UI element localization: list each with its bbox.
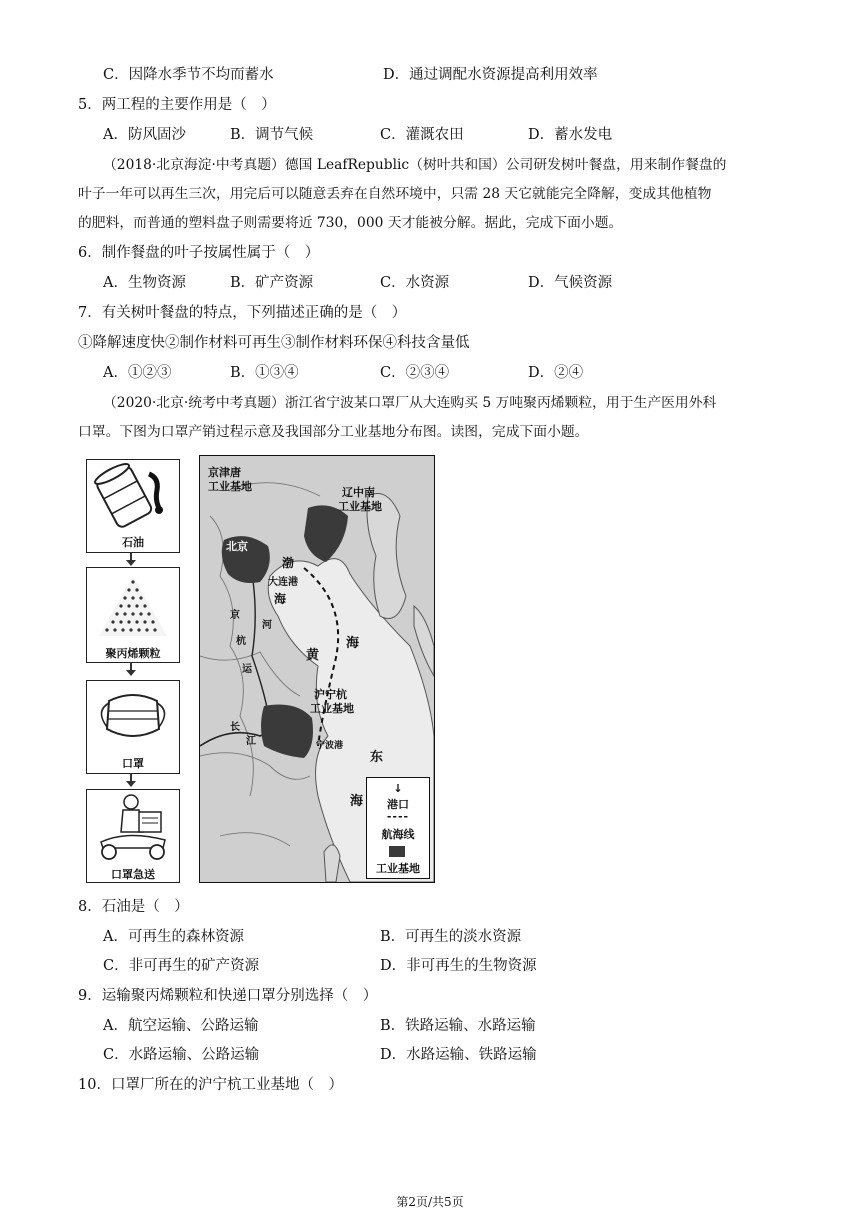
yun-label: 运 bbox=[242, 664, 252, 675]
q5-option-b: B．调节气候 bbox=[230, 127, 314, 143]
q4-option-c: C．因降水季节不均而蓄水 bbox=[103, 67, 274, 83]
q6-stem: 6．制作餐盘的叶子按属性属于（ ） bbox=[78, 245, 320, 261]
q8-option-b: B．可再生的淡水资源 bbox=[380, 929, 522, 945]
hnh-base-label-2: 工业基地 bbox=[310, 702, 354, 715]
hnh-base-label-1: 沪宁杭 bbox=[314, 688, 347, 701]
q9-option-c: C．水路运输、公路运输 bbox=[103, 1047, 260, 1063]
q7-option-d: D．②④ bbox=[528, 365, 584, 381]
q7-stem: 7．有关树叶餐盘的特点，下列描述正确的是（ ） bbox=[78, 305, 407, 321]
hai2-label: 海 bbox=[346, 636, 360, 651]
face-mask-icon bbox=[87, 681, 179, 753]
q9-stem: 9．运输聚丙烯颗粒和快递口罩分别选择（ ） bbox=[78, 988, 378, 1004]
pellet-pile-icon bbox=[87, 568, 179, 642]
jjt-base-label-1: 京津唐 bbox=[208, 466, 241, 479]
oil-barrel-icon bbox=[87, 460, 179, 532]
hai3-label: 海 bbox=[350, 794, 364, 809]
step-pellets-label: 聚丙烯颗粒 bbox=[105, 647, 161, 660]
hai1-label: 海 bbox=[274, 592, 287, 606]
hang-label: 杭 bbox=[236, 636, 246, 647]
lzn-base-label-1: 辽中南 bbox=[342, 486, 375, 499]
legend-route-label: 航海线 bbox=[381, 828, 415, 841]
q9-option-a: A．航空运输、公路运输 bbox=[103, 1018, 259, 1034]
q10-stem: 10．口罩厂所在的沪宁杭工业基地（ ） bbox=[78, 1077, 343, 1093]
step-delivery-label: 口罩急送 bbox=[111, 868, 155, 881]
legend-route-symbol: ---- bbox=[386, 810, 410, 823]
passage1-line1: （2018·北京海淀·中考真题）德国 LeafRepublic（树叶共和国）公司研发树叶餐盘，用来制作餐盘的 bbox=[103, 157, 727, 173]
q9-option-d: D．水路运输、铁路运输 bbox=[380, 1047, 537, 1063]
q8-option-c: C．非可再生的矿产资源 bbox=[103, 958, 260, 974]
legend-base-swatch bbox=[389, 846, 405, 857]
legend-port-label: 港口 bbox=[387, 798, 409, 811]
q5-stem: 5．两工程的主要作用是（ ） bbox=[78, 97, 276, 113]
jing-label: 京 bbox=[230, 610, 240, 621]
q6-option-d: D．气候资源 bbox=[528, 275, 613, 291]
delivery-scooter-icon bbox=[87, 790, 179, 864]
page-number: 第2页/共5页 bbox=[396, 1195, 464, 1209]
step-oil-label: 石油 bbox=[122, 536, 144, 549]
flow-arrowhead-3 bbox=[126, 781, 136, 787]
q5-option-c: C．灌溉农田 bbox=[380, 127, 464, 143]
step-mask-label: 口罩 bbox=[122, 757, 144, 770]
q7-option-a: A．①②③ bbox=[103, 365, 172, 381]
jjt-base-label-2: 工业基地 bbox=[208, 480, 252, 493]
lzn-base-label-2: 工业基地 bbox=[338, 500, 382, 513]
q7-option-b: B．①③④ bbox=[230, 365, 299, 381]
legend-base-label: 工业基地 bbox=[376, 862, 420, 875]
q8-option-d: D．非可再生的生物资源 bbox=[380, 958, 537, 974]
map-legend bbox=[366, 777, 430, 879]
huang-label: 黄 bbox=[306, 648, 320, 663]
passage2-line1: （2020·北京·统考中考真题）浙江省宁波某口罩厂从大连购买 5 万吨聚丙烯颗粒，用于生产医用外科 bbox=[103, 395, 717, 411]
q7-items: ①降解速度快②制作材料可再生③制作材料环保④科技含量低 bbox=[78, 335, 470, 351]
step-mask-box bbox=[86, 680, 180, 774]
q9-option-b: B．铁路运输、水路运输 bbox=[380, 1018, 536, 1034]
passage2-line2: 口罩。下图为口罩产销过程示意及我国部分工业基地分布图。读图，完成下面小题。 bbox=[78, 424, 589, 440]
step-delivery-box bbox=[86, 789, 180, 883]
q4-option-d: D．通过调配水资源提高利用效率 bbox=[383, 67, 598, 83]
step-oil-box bbox=[86, 459, 180, 553]
q5-option-a: A．防风固沙 bbox=[103, 127, 186, 143]
q8-option-a: A．可再生的森林资源 bbox=[103, 929, 244, 945]
dong-label: 东 bbox=[370, 750, 384, 765]
he-label: 河 bbox=[262, 620, 272, 631]
chang-label: 长 bbox=[230, 722, 240, 733]
q7-option-c: C．②③④ bbox=[380, 365, 450, 381]
dalian-port-label: 大连港 bbox=[268, 577, 298, 588]
q6-option-a: A．生物资源 bbox=[103, 275, 186, 291]
q8-stem: 8．石油是（ ） bbox=[78, 899, 189, 915]
flow-arrowhead-1 bbox=[126, 560, 136, 566]
passage1-line3: 的肥料，而普通的塑料盘子则需要将近 730，000 天才能被分解。据此，完成下面小题。 bbox=[78, 215, 623, 231]
q6-option-b: B．矿产资源 bbox=[230, 275, 314, 291]
q6-option-c: C．水资源 bbox=[380, 275, 450, 291]
bo-label: 渤 bbox=[282, 556, 295, 570]
beijing-label: 北京 bbox=[226, 540, 248, 553]
ningbo-port-label: 宁波港 bbox=[316, 741, 344, 751]
q5-option-d: D．蓄水发电 bbox=[528, 127, 613, 143]
jiang-label: 江 bbox=[246, 736, 256, 747]
legend-port-symbol: ↓ bbox=[393, 782, 403, 795]
step-pellets-box bbox=[86, 567, 180, 663]
passage1-line2: 叶子一年可以再生三次，用完后可以随意丢弃在自然环境中，只需 28 天它就能完全降解，变成其他植物 bbox=[78, 186, 712, 202]
flow-arrowhead-2 bbox=[126, 670, 136, 676]
